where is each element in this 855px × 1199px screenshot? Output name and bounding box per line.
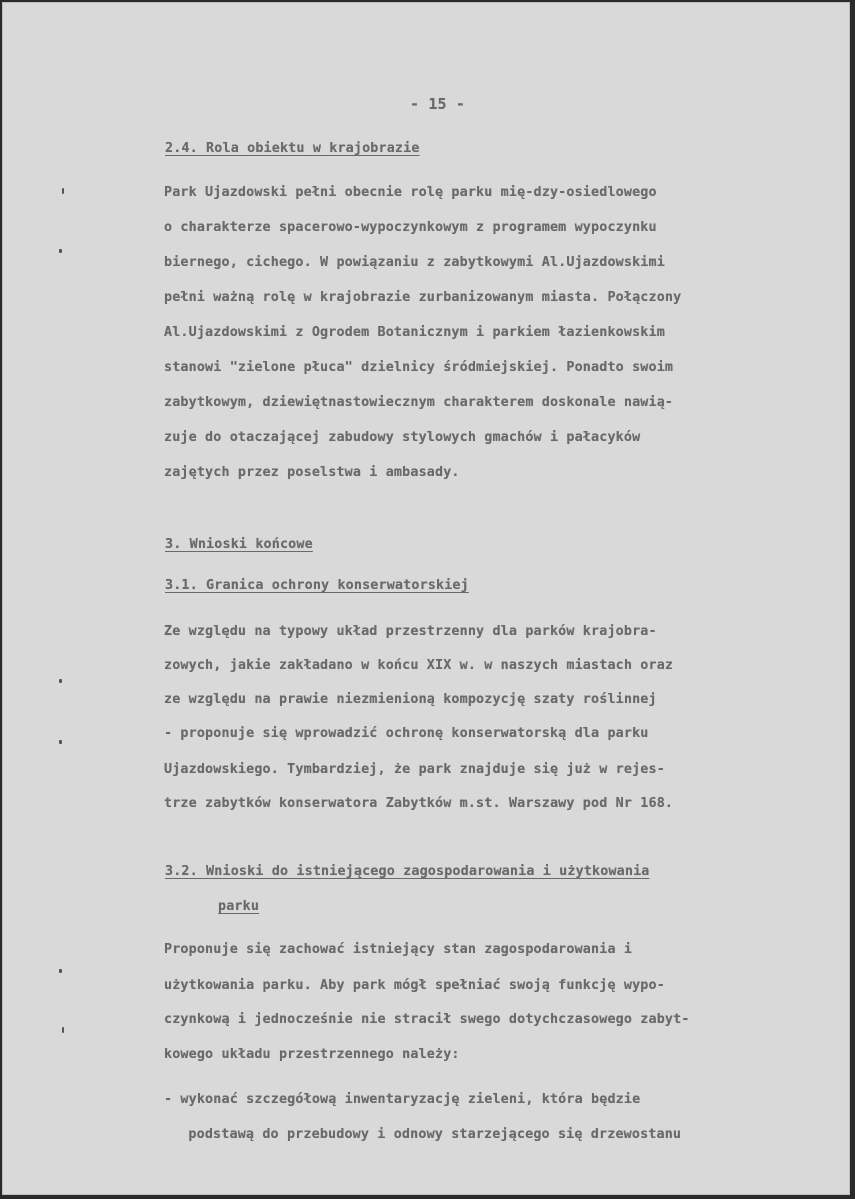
paragraph-line: zajętych przez poselstwa i ambasady. — [164, 465, 460, 480]
paragraph-line: czynkową i jednocześnie nie stracił swego dotychczasowego zabyt- — [164, 1012, 690, 1027]
section-heading-3: 3. Wnioski końcowe — [165, 537, 313, 552]
section-heading-3-2-continued: parku — [218, 899, 260, 914]
paragraph-line: Proponuje się zachować istniejący stan zagospodarowania i — [164, 942, 633, 957]
margin-speck — [59, 679, 62, 683]
paragraph-line: ze względu na prawie niezmienioną kompozycję szaty roślinnej — [164, 692, 657, 707]
section-heading-3-2: 3.2. Wnioski do istniejącego zagospodarowania i użytkowania — [165, 864, 650, 879]
margin-speck — [59, 740, 62, 744]
margin-speck — [62, 188, 64, 194]
paragraph-line: użytkowania parku. Aby park mógł spełniać swoją funkcję wypo- — [164, 978, 665, 993]
paragraph-line: zabytkowym, dziewiętnastowiecznym charakterem doskonale nawią- — [164, 395, 674, 410]
paragraph-line: kowego układu przestrzennego należy: — [164, 1047, 460, 1062]
paragraph-line: Al.Ujazdowskimi z Ogrodem Botanicznym i parkiem łazienkowskim — [164, 325, 665, 340]
paragraph-line: Ujazdowskiego. Tymbardziej, że park znajduje się już w rejes- — [164, 762, 665, 777]
margin-speck — [59, 969, 62, 973]
paragraph-line: pełni ważną rolę w krajobrazie zurbanizowanym miasta. Połączony — [164, 290, 682, 305]
paragraph-line: Ze względu na typowy układ przestrzenny dla parków krajobra- — [164, 624, 657, 639]
list-item-line: - wykonać szczegółową inwentaryzację zieleni, która będzie — [164, 1092, 641, 1107]
paragraph-line: biernego, cichego. W powiązaniu z zabytkowymi Al.Ujazdowskimi — [164, 255, 665, 270]
paragraph-line: trze zabytków konserwatora Zabytków m.st. Warszawy pod Nr 168. — [164, 796, 674, 811]
paragraph-line: o charakterze spacerowo-wypoczynkowym z programem wypoczynku — [164, 220, 657, 235]
margin-speck — [59, 249, 62, 253]
page-number: - 15 - — [410, 95, 466, 113]
list-item-line: podstawą do przebudowy i odnowy starzejącego się drzewostanu — [172, 1127, 682, 1142]
section-heading-2-4: 2.4. Rola obiektu w krajobrazie — [165, 141, 420, 156]
document-page — [2, 2, 850, 1195]
paragraph-line: - proponuje się wprowadzić ochronę konserwatorską dla parku — [164, 726, 649, 741]
paragraph-line: zowych, jakie zakładano w końcu XIX w. w naszych miastach oraz — [164, 658, 674, 673]
paragraph-line: zuje do otaczającej zabudowy stylowych gmachów i pałacyków — [164, 430, 641, 445]
section-heading-3-1: 3.1. Granica ochrony konserwatorskiej — [165, 578, 469, 593]
paragraph-line: Park Ujazdowski pełni obecnie rolę parku mię-dzy-osiedlowego — [164, 185, 657, 200]
margin-speck — [62, 1027, 64, 1033]
paragraph-line: stanowi "zielone płuca" dzielnicy śródmiejskiej. Ponadto swoim — [164, 360, 674, 375]
